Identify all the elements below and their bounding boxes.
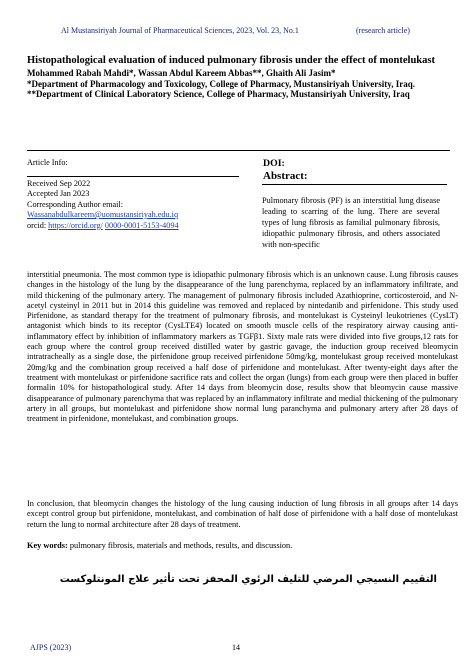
keywords-label: Key words:	[27, 541, 68, 550]
arabic-title: التقييم النسيجي المرضي للتليف الرئوي المحفز تحت تأثير علاج المونتلوكست	[59, 574, 437, 585]
orcid-label: orcid:	[27, 220, 47, 230]
email-link[interactable]: Wassanabdulkareem@uomustansiriyah.edu.iq	[27, 210, 179, 219]
doi-label: DOI:	[263, 158, 285, 169]
article-info-heading: Article Info:	[27, 158, 68, 167]
orcid-id-link[interactable]: 0000-0001-5153-4094	[104, 220, 179, 230]
abstract-heading: Abstract:	[263, 170, 308, 182]
page-number: 14	[232, 643, 240, 652]
corresponding-label: Corresponding Author email:	[27, 199, 123, 209]
abstract-rule	[262, 184, 447, 185]
conclusion-paragraph: In conclusion, that bleomycin changes the histology of the lung causing induction of lung fibrosis in all groups after 14 days except control group but pirfenidone, montelukast, and combination of half dose of pirfenidone with a half dose of montelukast return the lung to normal architecture after 28 days of treatment.	[27, 499, 458, 529]
paper-title: Histopathological evaluation of induced pulmonary fibrosis under the effect of montelukast	[27, 55, 435, 66]
article-info	[27, 158, 239, 231]
author-list: Mohammed Rabah Mahdi*, Wassan Abdul Kareem Abbas**, Ghaith Ali Jasim*	[27, 68, 336, 78]
title-block	[27, 55, 457, 100]
divider-top	[27, 150, 450, 151]
article-info-rule	[27, 169, 239, 177]
affiliation-2: **Department of Clinical Laboratory Science, College of Pharmacy, Mustansiriyah University, Iraq	[27, 89, 410, 99]
received-date: Received Sep 2022	[27, 178, 91, 188]
keywords-line	[27, 541, 458, 551]
journal-citation: Al Mustansiriyah Journal of Pharmaceutical Sciences, 2023, Vol. 23, No.1	[61, 26, 299, 35]
keywords-text: pulmonary fibrosis, materials and methods, results, and discussion.	[69, 541, 293, 550]
abstract-body: interstitial pneumonia. The most common type is idiopathic pulmonary fibrosis which is an unknown cause. Lung fibrosis causes changes in the histology of the lung by the disappearance of the lung parenchyma, replaced by an inflammatory infiltrate, and mild thickening of the pulmonary artery. The management of pulmonary fibrosis included Azathioprine, corticosteroid, and N-acetyl cysteinyl in 2011 but in 2014 this guideline was removed and replaced by nintedanib and pirfenidone. This study used Pirfenidone, as standard therapy for the treatment of pulmonary fibrosis, and montelukast is Cysteinyl leukotrienes (CysLT) antagonist which binds to its receptor (CysLTE4) located on smooth muscle cells of the respiratory airway causing anti-inflammatory effect by inhibition of inflammatory markers as TGFβ1. Sixty male rats were divided into five groups,12 rats for each group where the control group received distilled water by gastric gavage, the induction group received bleomycin intratracheally as a single dose, the pirfenidone group received pirfenidone 50mg/kg, montelukast group received montelukast 20mg/kg and the combination group received a half dose of pirfenidone and montelukast. After twenty-eight days after the treatment with montelukast or pirfenidone sacrifice rats and collect the organ (lungs) from each group were then placed in buffer formalin 10% for histopathological study. After 14 days from bleomycin dose, results show that bleomycin cause massive disappearance of pulmonary parenchyma that was replaced by an inflammatory infiltrate and medial thickening of the pulmonary artery in all groups, but montelukast and pirfenidone show normal lung paranchyma and pulmonary artery after 28 days of treatment in pirfenidone, montelukast, and combination groups.	[27, 270, 458, 424]
accepted-date: Accepted Jan 2023	[27, 189, 90, 198]
footer-journal: AJPS (2023)	[30, 643, 72, 652]
article-type: (research article)	[356, 26, 410, 35]
abstract-intro: Pulmonary fibrosis (PF) is an interstitial lung disease leading to scarring of the lung. There are several types of lung fibrosis as familial pulmonary fibrosis, idiopathic pulmonary fibrosis, and others associated with non-specific	[262, 196, 440, 249]
orcid-url-link[interactable]: https://orcid.org/	[48, 220, 103, 230]
affiliation-1: *Department of Pharmacology and Toxicology, College of Pharmacy, Mustansiriyah University, Iraq.	[27, 78, 415, 89]
running-header	[0, 26, 474, 38]
